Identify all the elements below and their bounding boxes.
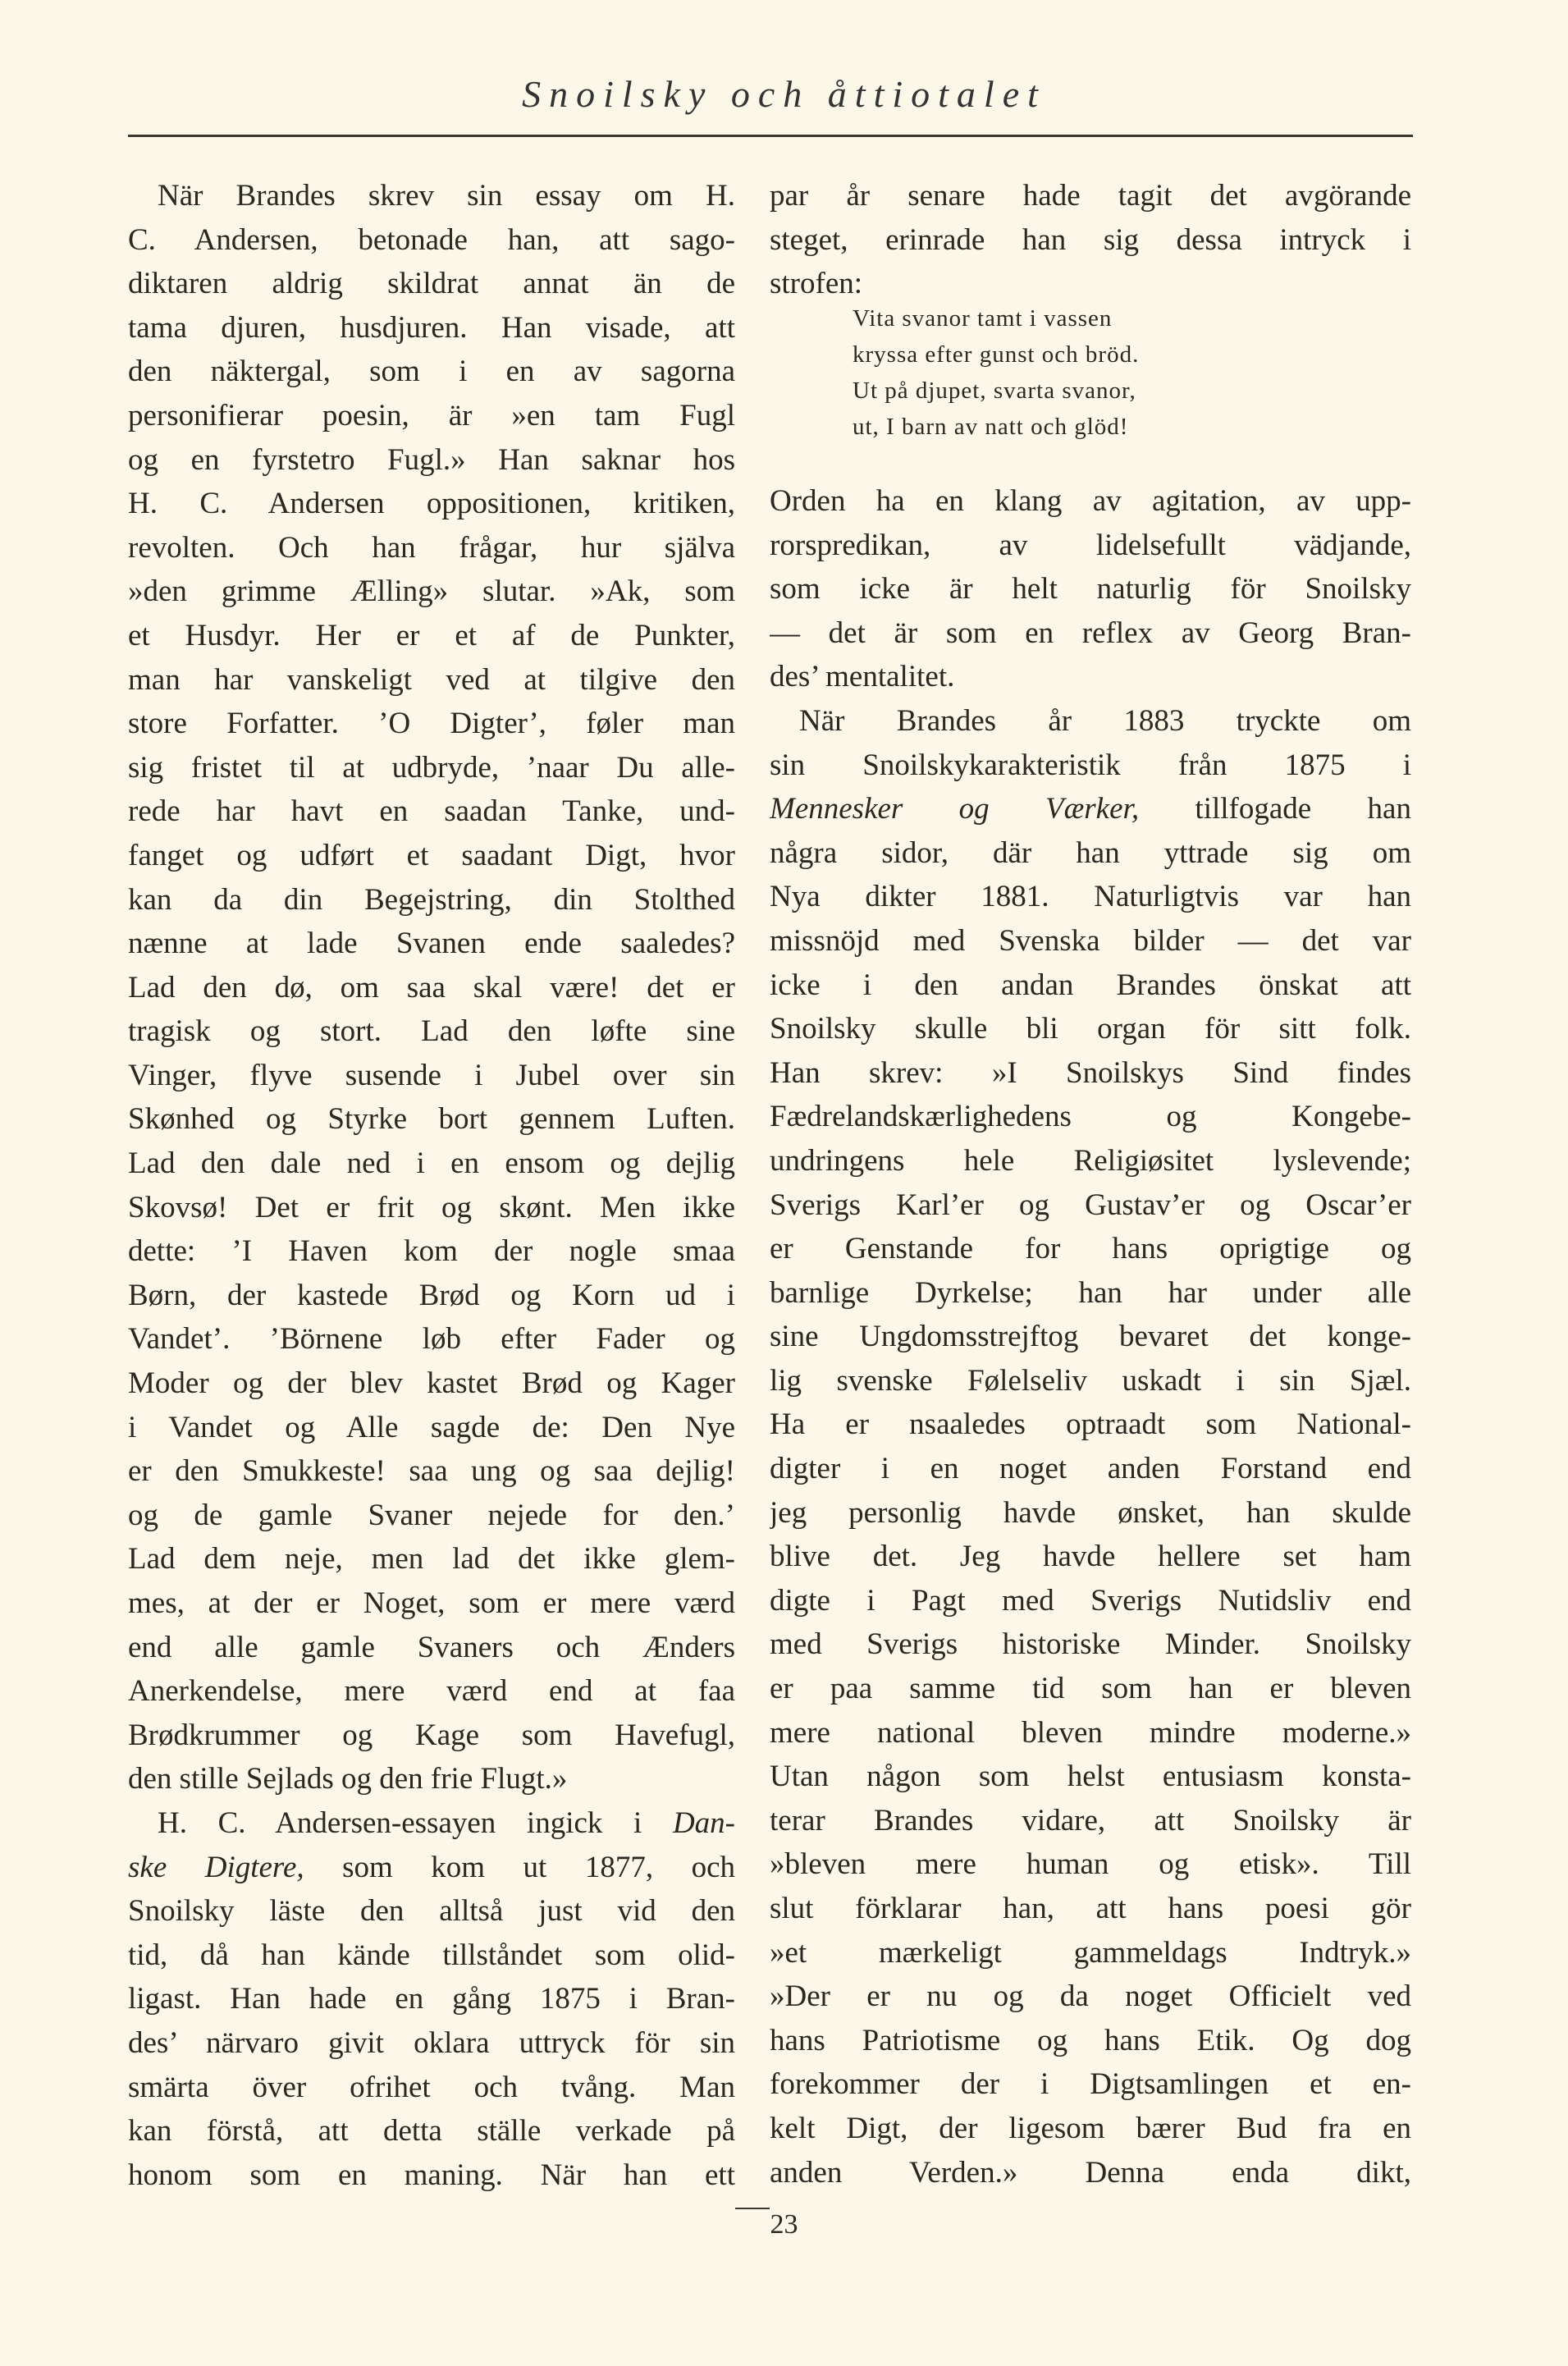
text-line: Vinger, flyve susende i Jubel over sin: [128, 1058, 735, 1092]
text-line: diktaren aldrig skildrat annat än de: [128, 267, 735, 301]
text-line: ligast. Han hade en gång 1875 i Bran-: [128, 1982, 735, 2016]
text-line: Nya dikter 1881. Naturligtvis var han: [770, 880, 1411, 914]
text-line: slut förklarar han, att hans poesi gör: [770, 1892, 1411, 1925]
text-line: När Brandes år 1883 tryckte om: [799, 703, 1411, 738]
text-line: digter i en noget anden Forstand end: [770, 1452, 1411, 1486]
text-line: missnöjd med Svenska bilder — det var: [770, 923, 1411, 958]
text-line: sine Ungdomsstrejftog bevaret det konge-: [770, 1320, 1411, 1354]
italic-title: Dan-: [672, 1805, 735, 1840]
text-line: »Der er nu og da noget Officielt ved: [770, 1979, 1411, 2014]
text-line: er Genstande for hans oprigtige og: [770, 1232, 1411, 1266]
text-line: anden Verden.» Denna enda dikt,: [770, 2155, 1411, 2190]
text-line: og en fyrstetro Fugl.» Han saknar hos: [128, 442, 735, 477]
poem-line: Ut på djupet, svarta svanor,: [853, 378, 1136, 404]
text-line: et Husdyr. Her er et af de Punkter,: [128, 618, 735, 652]
text-line: icke i den andan Brandes önskat att: [770, 968, 1411, 1002]
italic-title: ske Digtere,: [128, 1850, 304, 1884]
text-segment: H. C. Andersen-essayen ingick i: [158, 1805, 673, 1840]
text-line: nænne at lade Svanen ende saaledes?: [128, 927, 735, 961]
text-line: kelt Digt, der ligesom bærer Bud fra en: [770, 2111, 1411, 2145]
text-line: Snoilsky skulle bli organ för sitt folk.: [770, 1012, 1411, 1046]
text-line: barnlige Dyrkelse; han har under alle: [770, 1275, 1411, 1310]
text-line: undringens hele Religiøsitet lyslevende;: [770, 1143, 1411, 1178]
text-line: Skovsø! Det er frit og skønt. Men ikke: [128, 1190, 735, 1224]
text-line: digte i Pagt med Sverigs Nutidsliv end: [770, 1583, 1411, 1618]
text-line: några sidor, där han yttrade sig om: [770, 835, 1411, 870]
text-line: kan förstå, att detta ställe verkade på: [128, 2114, 735, 2149]
header-rule: [128, 135, 1413, 137]
text-line: des’ närvaro givit oklara uttryck för sin: [128, 2025, 735, 2060]
text-line: Orden ha en klang av agitation, av upp-: [770, 484, 1411, 518]
text-line: forekommer der i Digtsamlingen et en-: [770, 2067, 1411, 2102]
text-line: dette: ’I Haven kom der nogle smaa: [128, 1234, 735, 1269]
text-line: hans Patriotisme og hans Etik. Og dog: [770, 2023, 1411, 2057]
text-line: rede har havt en saadan Tanke, und-: [128, 794, 735, 829]
text-line: man har vanskeligt ved at tilgive den: [128, 662, 735, 697]
poem-line: ut, I barn av natt och glöd!: [853, 414, 1129, 440]
text-line: [128, 1846, 735, 1890]
text-line: med Sverigs historiske Minder. Snoilsky: [770, 1627, 1411, 1662]
text-line: store Forfatter. ’O Digter’, føler man: [128, 707, 735, 741]
page-number: 23: [770, 2209, 798, 2240]
text-line: honom som en maning. När han ett: [128, 2158, 735, 2192]
text-line: par år senare hade tagit det avgörande: [770, 179, 1411, 213]
text-line: mere national bleven mindre moderne.»: [770, 1715, 1411, 1750]
text-line: er den Smukkeste! saa ung og saa dejlig!: [128, 1454, 735, 1489]
text-line: revolten. Och han frågar, hur själva: [128, 530, 735, 565]
text-line: Anerkendelse, mere værd end at faa: [128, 1674, 735, 1709]
text-line: mes, at der er Noget, som er mere værd: [128, 1586, 735, 1620]
text-line: Fædrelandskærlighedens og Kongebe-: [770, 1100, 1411, 1134]
text-line: jeg personlig havde ønsket, han skulde: [770, 1495, 1411, 1530]
text-line: Utan någon som helst entusiasm konsta-: [770, 1760, 1411, 1794]
text-line: i Vandet og Alle sagde de: Den Nye: [128, 1410, 735, 1444]
right-column-bottom: [770, 479, 1411, 2194]
text-line: des’ mentalitet.: [770, 660, 955, 694]
text-line: [770, 787, 1411, 831]
text-line: personifierar poesin, är »en tam Fugl: [128, 398, 735, 432]
text-line: end alle gamle Svaners och Ænders: [128, 1630, 735, 1664]
text-line: Moder og der blev kastet Brød og Kager: [128, 1366, 735, 1401]
text-line: tragisk og stort. Lad den løfte sine: [128, 1014, 735, 1049]
text-line: [128, 1801, 735, 1846]
text-line: Han skrev: »I Snoilskys Sind findes: [770, 1055, 1411, 1090]
text-line: rorspredikan, av lidelsefullt vädjande,: [770, 528, 1411, 562]
right-column-top: [770, 174, 1411, 306]
text-line: som icke är helt naturlig för Snoilsky: [770, 572, 1411, 606]
text-line: smärta över ofrihet och tvång. Man: [128, 2070, 735, 2104]
text-line: »bleven mere human og etisk». Till: [770, 1847, 1411, 1882]
running-header: Snoilsky och åttiotalet: [522, 73, 1046, 115]
text-line: tid, då han kände tillståndet som olid-: [128, 1938, 735, 1972]
text-line: den näktergal, som i en av sagorna: [128, 355, 735, 389]
text-line: Skønhed og Styrke bort gennem Luften.: [128, 1102, 735, 1137]
text-line: sin Snoilskykarakteristik från 1875 i: [770, 748, 1411, 782]
text-line: Børn, der kastede Brød og Korn ud i: [128, 1278, 735, 1312]
text-line: sig fristet til at udbryde, ’naar Du alle-: [128, 750, 735, 785]
text-line: Lad dem neje, men lad det ikke glem-: [128, 1542, 735, 1577]
text-line: Sverigs Karl’er og Gustav’er og Oscar’er: [770, 1188, 1411, 1222]
text-segment: tillfogade han: [1139, 792, 1411, 826]
poem-stanza: [853, 300, 1139, 445]
text-line: fanget og udført et saadant Digt, hvor: [128, 838, 735, 872]
text-line: Ha er nsaaledes optraadt som National-: [770, 1407, 1411, 1442]
text-line: er paa samme tid som han er bleven: [770, 1672, 1411, 1706]
text-line: — det är som en reflex av Georg Bran-: [770, 616, 1411, 650]
text-line: den stille Sejlads og den frie Flugt.»: [128, 1762, 568, 1796]
poem-line: Vita svanor tamt i vassen: [853, 305, 1113, 332]
text-segment: som kom ut 1877, och: [304, 1850, 735, 1884]
text-line: Vandet’. ’Börnene løb efter Fader og: [128, 1322, 735, 1357]
poem-line: kryssa efter gunst och bröd.: [853, 341, 1140, 368]
text-line: og de gamle Svaner nejede for den.’: [128, 1498, 735, 1532]
text-line: lig svenske Følelseliv uskadt i sin Sjæl.: [770, 1363, 1411, 1398]
text-line: tama djuren, husdjuren. Han visade, att: [128, 310, 735, 345]
text-line: Snoilsky läste den alltså just vid den: [128, 1894, 735, 1929]
text-line: »et mærkeligt gammeldags Indtryk.»: [770, 1935, 1411, 1970]
text-line: Lad den dø, om saa skal være! det er: [128, 970, 735, 1005]
text-line: strofen:: [770, 267, 863, 301]
text-line: kan da din Begejstring, din Stolthed: [128, 882, 735, 917]
text-line: Lad den dale ned i en ensom og dejlig: [128, 1146, 735, 1181]
text-line: C. Andersen, betonade han, att sago-: [128, 222, 735, 257]
text-line: steget, erinrade han sig dessa intryck i: [770, 222, 1411, 257]
text-line: Brødkrummer og Kage som Havefugl,: [128, 1718, 735, 1752]
text-line: terar Brandes vidare, att Snoilsky är: [770, 1803, 1411, 1837]
italic-title: Mennesker og Værker,: [770, 792, 1140, 826]
text-line: När Brandes skrev sin essay om H.: [158, 179, 735, 213]
text-line: »den grimme Ælling» slutar. »Ak, som: [128, 574, 735, 609]
text-line: H. C. Andersen oppositionen, kritiken,: [128, 487, 735, 521]
left-column: [128, 174, 735, 2197]
text-line: blive det. Jeg havde hellere set ham: [770, 1540, 1411, 1574]
